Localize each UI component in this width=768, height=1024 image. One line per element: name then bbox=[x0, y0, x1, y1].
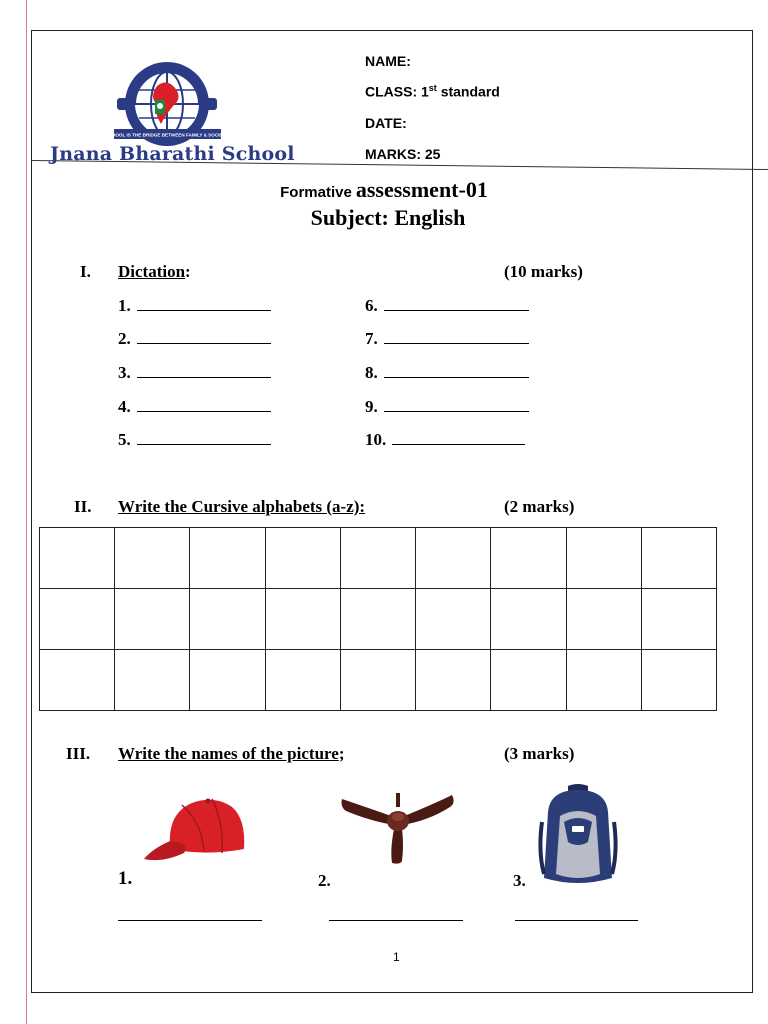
grid-cell[interactable] bbox=[115, 528, 190, 589]
dictation-item: 8. bbox=[365, 363, 529, 383]
dictation-item: 7. bbox=[365, 329, 529, 349]
section1-marks: (10 marks) bbox=[504, 262, 583, 281]
cursive-alphabet-grid bbox=[39, 527, 717, 711]
grid-cell[interactable] bbox=[40, 528, 115, 589]
dictation-item: 9. bbox=[365, 397, 529, 417]
grid-cell[interactable] bbox=[566, 650, 641, 711]
dictation-item: 6. bbox=[365, 296, 529, 316]
grid-cell[interactable] bbox=[115, 650, 190, 711]
grid-cell[interactable] bbox=[340, 528, 415, 589]
section2-numeral: II. bbox=[74, 497, 92, 516]
grid-cell[interactable] bbox=[340, 589, 415, 650]
dictation-item: 1. bbox=[118, 296, 271, 316]
marks-label: MARKS: 25 bbox=[365, 146, 441, 162]
picture-item-2: 2. bbox=[318, 871, 331, 890]
section3-heading: Write the names of the picture; bbox=[118, 744, 345, 763]
grid-cell[interactable] bbox=[416, 589, 491, 650]
section3-marks: (3 marks) bbox=[504, 744, 575, 763]
section2-heading: Write the Cursive alphabets (a-z): bbox=[118, 497, 366, 516]
grid-cell[interactable] bbox=[641, 589, 716, 650]
grid-cell[interactable] bbox=[416, 528, 491, 589]
grid-cell[interactable] bbox=[115, 589, 190, 650]
picture-item-1: 1. bbox=[118, 868, 133, 889]
subject-title: Subject: English bbox=[310, 205, 466, 230]
grid-cell[interactable] bbox=[265, 589, 340, 650]
assessment-title: Formative assessment-01 bbox=[280, 177, 488, 202]
dictation-item: 10. bbox=[365, 430, 525, 450]
grid-row bbox=[40, 650, 717, 711]
name-label: NAME: bbox=[365, 53, 411, 69]
grid-cell[interactable] bbox=[190, 589, 265, 650]
grid-row bbox=[40, 589, 717, 650]
ceiling-fan-icon bbox=[340, 793, 456, 865]
grid-cell[interactable] bbox=[566, 589, 641, 650]
grid-cell[interactable] bbox=[265, 650, 340, 711]
answer-line-3[interactable] bbox=[515, 920, 638, 921]
answer-line-2[interactable] bbox=[329, 920, 463, 921]
class-label: CLASS: 1st standard bbox=[365, 83, 500, 100]
cap-icon bbox=[142, 793, 248, 865]
grid-cell[interactable] bbox=[491, 650, 566, 711]
grid-cell[interactable] bbox=[340, 650, 415, 711]
grid-cell[interactable] bbox=[190, 528, 265, 589]
dictation-item: 2. bbox=[118, 329, 271, 349]
grid-cell[interactable] bbox=[641, 650, 716, 711]
logo-caption: SCHOOL IS THE BRIDGE BETWEEN FAMILY & SOCIETY bbox=[105, 132, 229, 138]
dictation-item: 5. bbox=[118, 430, 271, 450]
grid-cell[interactable] bbox=[566, 528, 641, 589]
grid-cell[interactable] bbox=[265, 528, 340, 589]
grid-cell[interactable] bbox=[40, 589, 115, 650]
section2-marks: (2 marks) bbox=[504, 497, 575, 516]
grid-row bbox=[40, 528, 717, 589]
section1-heading: Dictation: bbox=[118, 262, 191, 281]
grid-cell[interactable] bbox=[416, 650, 491, 711]
school-name: Jnana Bharathi School bbox=[50, 143, 295, 165]
backpack-icon bbox=[538, 782, 618, 888]
picture-item-3: 3. bbox=[513, 871, 526, 890]
section3-numeral: III. bbox=[66, 744, 91, 763]
grid-cell[interactable] bbox=[40, 650, 115, 711]
grid-cell[interactable] bbox=[190, 650, 265, 711]
date-label: DATE: bbox=[365, 115, 407, 131]
page-number: 1 bbox=[393, 950, 400, 964]
grid-cell[interactable] bbox=[491, 589, 566, 650]
dictation-item: 4. bbox=[118, 397, 271, 417]
answer-line-1[interactable] bbox=[118, 920, 262, 921]
section1-numeral: I. bbox=[80, 262, 91, 281]
dictation-item: 3. bbox=[118, 363, 271, 383]
grid-cell[interactable] bbox=[641, 528, 716, 589]
page-margin-line bbox=[26, 0, 27, 1024]
grid-cell[interactable] bbox=[491, 528, 566, 589]
